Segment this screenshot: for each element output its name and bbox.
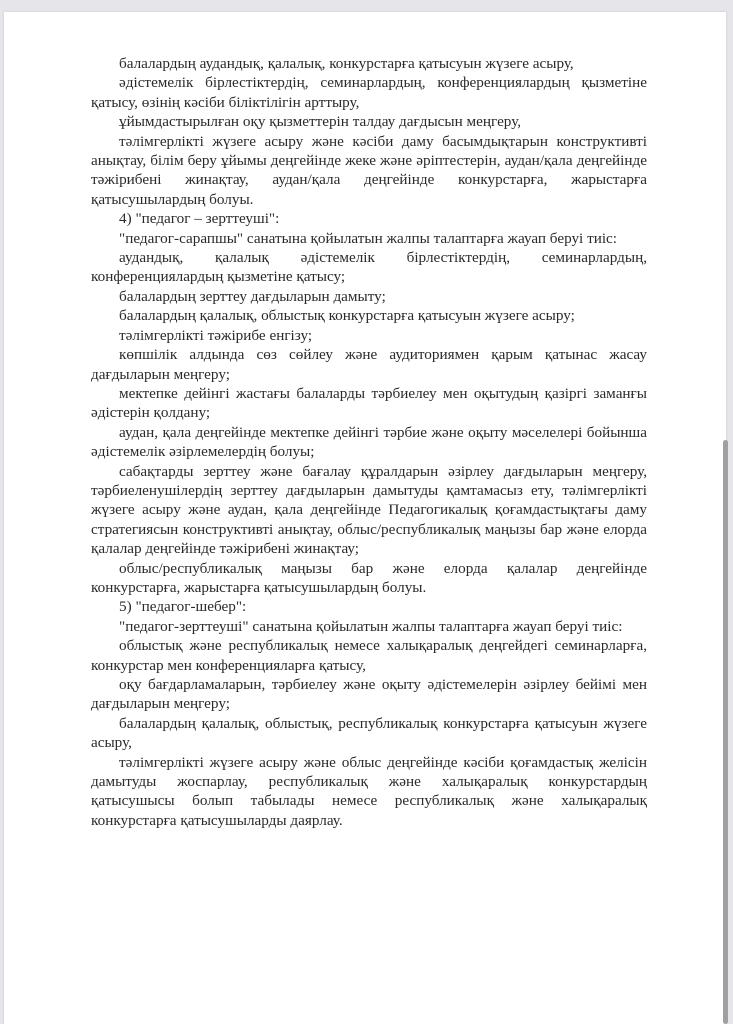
paragraph: тәлімгерлікті жүзеге асыру және облыс деңгейінде кәсіби қоғамдастық желісін дамытуды жоспарлау, республикалық және халықаралық конкурстардың қатысушысы болып табылады немесе республикалық және халықаралық конкурстарға қатысушыларды даярлау. bbox=[91, 753, 647, 829]
paragraph: оқу бағдарламаларын, тәрбиелеу және оқыту әдістемелерін әзірлеу бейімі мен дағдыларын меңгеру; bbox=[91, 676, 647, 713]
paragraph: балалардың қалалық, облыстық, республикалық конкурстарға қатысуын жүзеге асыру, bbox=[91, 714, 647, 752]
paragraph: "педагог-зерттеуші" санатына қойылатын жалпы талаптарға жауап беруі тиіс: bbox=[119, 617, 623, 635]
document-body bbox=[91, 54, 647, 830]
paragraph: мектепке дейінгі жастағы балаларды тәрбиелеу мен оқытудың қазіргі заманғы әдістерін қолдану; bbox=[91, 384, 647, 422]
paragraph: аудан, қала деңгейінде мектепке дейінгі тәрбие және оқыту мәселелері бойынша әдістемелік әзірлемелердің болуы; bbox=[91, 423, 647, 461]
scrollbar-thumb[interactable] bbox=[723, 440, 728, 1024]
paragraph: әдістемелік бірлестіктердің, семинарлардың, конференциялардың қызметіне қатысу, өзінің кәсіби біліктілігін арттыру, bbox=[91, 74, 647, 111]
paragraph: ұйымдастырылған оқу қызметтерін талдау дағдысын меңгеру, bbox=[119, 113, 522, 131]
paragraph: аудандық, қалалық әдістемелік бірлестіктердің, семинарлардың, конференциялардың қызметіне қатысу; bbox=[91, 249, 647, 286]
paragraph: сабақтарды зерттеу және бағалау құралдарын әзірлеу дағдыларын меңгеру, тәрбиеленушілердің зерттеу дағдыларын дамытуды қамтамасыз ету, тәлімгерлікті жүзеге асыру және аудан, қала деңгейінде Педагогикалық қоғамдастықтағы даму стратегиясын конструктивті анықтау, облыс/республикалық маңызы бар және елорда қалалар деңгейінде тәжірибені жинақтау; bbox=[91, 462, 647, 558]
paragraph: тәлімгерлікті жүзеге асыру және кәсіби даму басымдықтарын конструктивті анықтау, білім беру ұйымы деңгейінде жеке және әріптестерін, аудан/қала деңгейінде тәжірибені жинақтау, аудан/қала деңгейінде конкурстарға, жарыстарға қатысушылардың болуы. bbox=[91, 132, 647, 208]
section-heading: 4) "педагог – зерттеуші": bbox=[119, 210, 280, 228]
paragraph: облыс/республикалық маңызы бар және елорда қалалар деңгейінде конкурстарға, жарыстарға қатысушылардың болуы. bbox=[91, 559, 647, 596]
paragraph: балалардың қалалық, облыстық конкурстарға қатысуын жүзеге асыру; bbox=[119, 307, 575, 325]
paragraph: балалардың зерттеу дағдыларын дамыту; bbox=[119, 287, 386, 305]
paragraph: "педагог-сарапшы" санатына қойылатын жалпы талаптарға жауап беруі тиіс: bbox=[119, 229, 618, 247]
paragraph: балалардың аудандық, қалалық, конкурстарға қатысуын жүзеге асыру, bbox=[119, 55, 574, 72]
paragraph: тәлімгерлікті тәжірибе енгізу; bbox=[119, 326, 313, 344]
vertical-scrollbar[interactable] bbox=[721, 12, 729, 1024]
section-heading: 5) "педагог-шебер": bbox=[119, 598, 247, 616]
paragraph: көпшілік алдында сөз сөйлеу және аудиториямен қарым қатынас жасау дағдыларын меңгеру; bbox=[91, 346, 647, 383]
paragraph: облыстық және республикалық немесе халықаралық деңгейдегі семинарларға, конкурстар мен конференцияларға қатысу, bbox=[91, 637, 647, 674]
document-page bbox=[4, 12, 726, 1024]
